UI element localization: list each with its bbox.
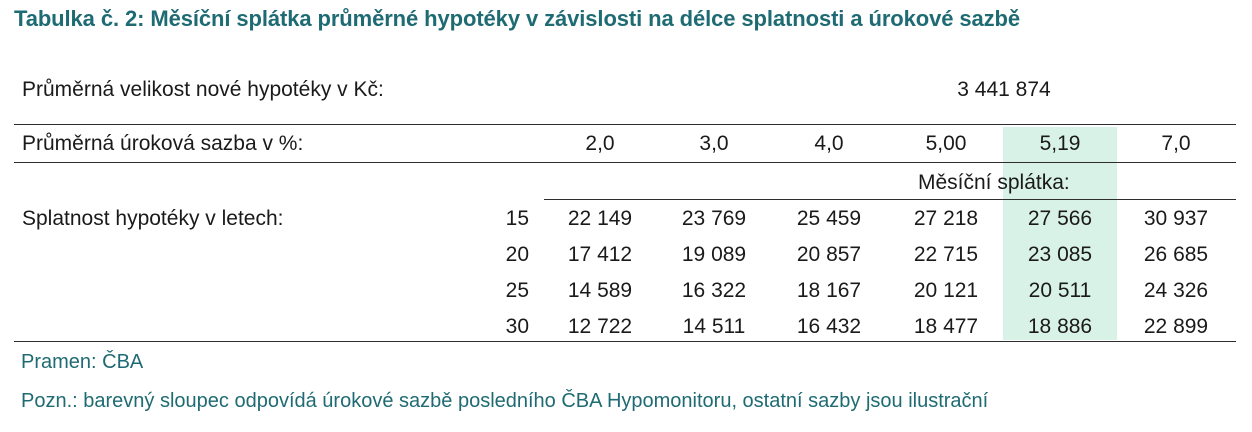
term-years: 15	[505, 207, 529, 230]
payment-cell: 24 326	[1143, 279, 1209, 302]
term-years: 20	[505, 243, 529, 266]
source-note: Pramen: ČBA	[21, 351, 144, 373]
rate-value: 2,0	[585, 132, 615, 155]
payment-cell: 23 769	[681, 207, 747, 230]
average-mortgage-label: Průměrná velikost nové hypotéky v Kč:	[22, 78, 384, 101]
payment-cell-highlighted: 23 085	[1027, 243, 1093, 266]
payment-cell: 12 722	[567, 315, 633, 338]
average-mortgage-value: 3 441 874	[957, 78, 1051, 101]
term-label: Splatnost hypotéky v letech:	[22, 207, 284, 230]
payment-cell-highlighted: 27 566	[1027, 207, 1093, 230]
payment-cell: 25 459	[796, 207, 862, 230]
payment-cell: 14 511	[682, 315, 746, 338]
rate-value: 4,0	[814, 132, 844, 155]
payment-cell-highlighted: 18 886	[1027, 315, 1093, 338]
payment-cell: 18 477	[913, 315, 979, 338]
monthly-payment-header: Měsíční splátka:	[918, 171, 1070, 194]
payment-cell-highlighted: 20 511	[1028, 279, 1092, 302]
rate-value: 7,0	[1161, 132, 1191, 155]
rule-header	[544, 199, 1236, 200]
rate-value: 5,00	[925, 132, 967, 155]
rate-value-highlighted: 5,19	[1039, 132, 1081, 155]
rule-mid	[14, 162, 1236, 163]
payment-cell: 22 149	[567, 207, 633, 230]
payment-cell: 16 432	[796, 315, 862, 338]
payment-cell: 18 167	[796, 279, 862, 302]
payment-cell: 27 218	[913, 207, 979, 230]
footnote: Pozn.: barevný sloupec odpovídá úrokové sazbě posledního ČBA Hypomonitoru, ostatní sazby jsou ilustrační	[21, 390, 989, 412]
payment-cell: 22 899	[1143, 315, 1209, 338]
rule-bottom	[14, 341, 1236, 342]
payment-cell: 20 857	[796, 243, 862, 266]
payment-cell: 17 412	[567, 243, 633, 266]
payment-cell: 26 685	[1143, 243, 1209, 266]
term-years: 25	[505, 279, 529, 302]
payment-cell: 22 715	[913, 243, 979, 266]
rate-label: Průměrná úroková sazba v %:	[22, 132, 304, 155]
payment-cell: 30 937	[1143, 207, 1209, 230]
term-years: 30	[505, 315, 529, 338]
table-title: Tabulka č. 2: Měsíční splátka průměrné hypotéky v závislosti na délce splatnosti a úrokové sazbě	[14, 6, 1021, 31]
payment-cell: 16 322	[681, 279, 747, 302]
payment-cell: 14 589	[567, 279, 633, 302]
rule-top	[14, 124, 1236, 125]
highlighted-rate-column	[1003, 127, 1117, 340]
rate-value: 3,0	[699, 132, 729, 155]
payment-cell: 20 121	[913, 279, 979, 302]
payment-cell: 19 089	[681, 243, 747, 266]
